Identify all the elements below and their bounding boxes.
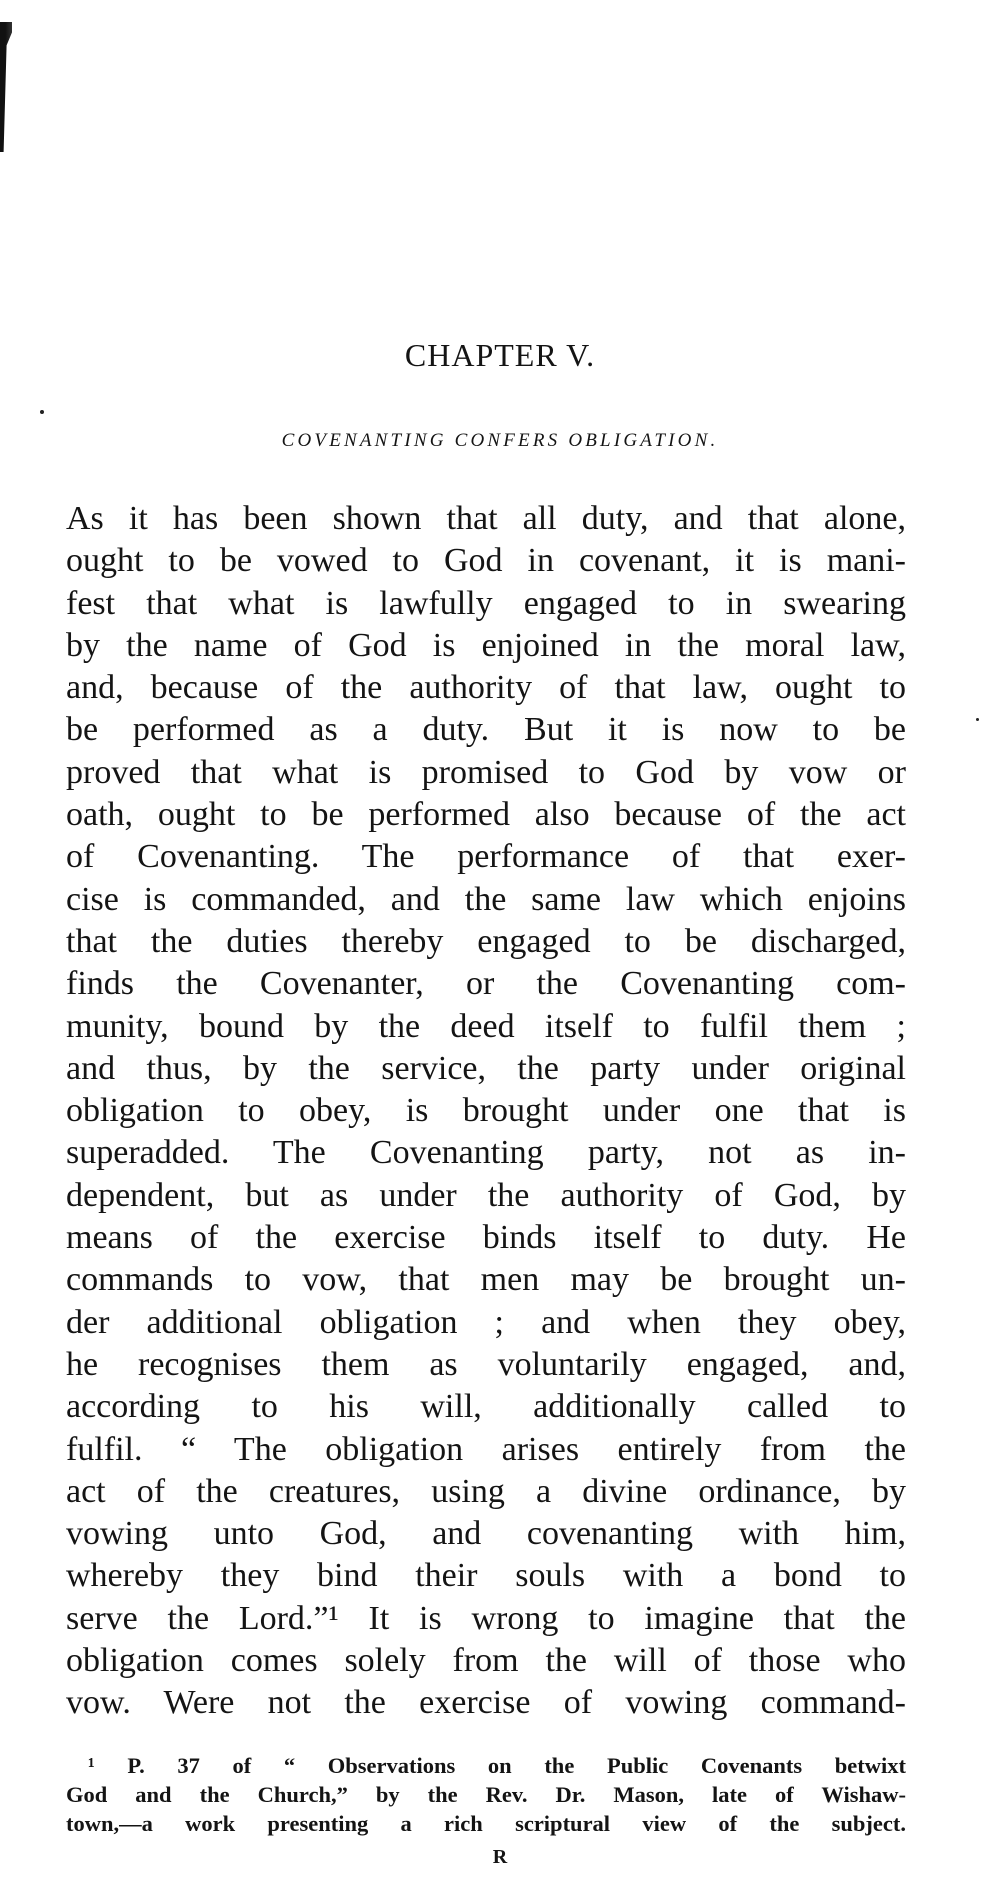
text-line: by the name of God is enjoined in the moral law, — [66, 626, 906, 664]
chapter-title: CHAPTER V. — [404, 337, 596, 373]
text-line: proved that what is promised to God by vow or — [66, 753, 906, 791]
chapter-subtitle: COVENANTING CONFERS OBLIGATION. — [281, 430, 719, 451]
scan-speck — [40, 410, 44, 414]
text-line: commands to vow, that men may be brought un- — [66, 1261, 906, 1299]
text-line: obligation to obey, is brought under one that is — [66, 1092, 906, 1130]
text-line: means of the exercise binds itself to duty. He — [66, 1219, 906, 1257]
text-line: ought to be vowed to God in covenant, it is mani- — [66, 542, 906, 580]
footnote — [66, 1751, 906, 1838]
scan-edge-mark — [0, 22, 12, 152]
text-line: der additional obligation ; and when they obey, — [66, 1303, 906, 1341]
text-line: and thus, by the service, the party under original — [66, 1049, 906, 1087]
text-line: cise is commanded, and the same law which enjoins — [66, 880, 906, 918]
text-line: and, because of the authority of that law, ought to — [66, 669, 906, 707]
text-line: superadded. The Covenanting party, not as in- — [66, 1134, 906, 1172]
text-line: that the duties thereby engaged to be discharged, — [66, 922, 906, 960]
text-line: be performed as a duty. But it is now to be — [66, 711, 906, 749]
text-line: vow. Were not the exercise of vowing command- — [66, 1684, 906, 1722]
text-line: fest that what is lawfully engaged to in swearing — [66, 584, 906, 622]
scan-speck — [976, 718, 979, 721]
text-line: he recognises them as voluntarily engaged, and, — [66, 1345, 906, 1383]
text-line: oath, ought to be performed also because of the act — [66, 796, 906, 834]
body-text — [66, 498, 906, 1725]
text-line: finds the Covenanter, or the Covenanting com- — [66, 965, 906, 1003]
text-line: fulfil. “ The obligation arises entirely from the — [66, 1430, 906, 1468]
footnote-line: ¹ P. 37 of “ Observations on the Public Covenants betwixt — [88, 1753, 906, 1778]
text-line: dependent, but as under the authority of God, by — [66, 1176, 906, 1214]
footnote-line: God and the Church,” by the Rev. Dr. Mason, late of Wishaw- — [66, 1782, 906, 1807]
footnote-line: town,—a work presenting a rich scriptural view of the subject. — [66, 1811, 906, 1836]
text-line: according to his will, additionally called to — [66, 1388, 906, 1426]
text-line: serve the Lord.”¹ It is wrong to imagine that the — [66, 1599, 906, 1637]
signature-mark: R — [492, 1846, 508, 1868]
text-line: whereby they bind their souls with a bond to — [66, 1557, 906, 1595]
text-line: vowing unto God, and covenanting with him, — [66, 1515, 906, 1553]
text-line: obligation comes solely from the will of those who — [66, 1642, 906, 1680]
text-line: of Covenanting. The performance of that exer- — [66, 838, 906, 876]
text-line: As it has been shown that all duty, and that alone, — [66, 500, 906, 537]
text-line: munity, bound by the deed itself to fulfil them ; — [66, 1007, 906, 1045]
text-line: act of the creatures, using a divine ordinance, by — [66, 1472, 906, 1510]
